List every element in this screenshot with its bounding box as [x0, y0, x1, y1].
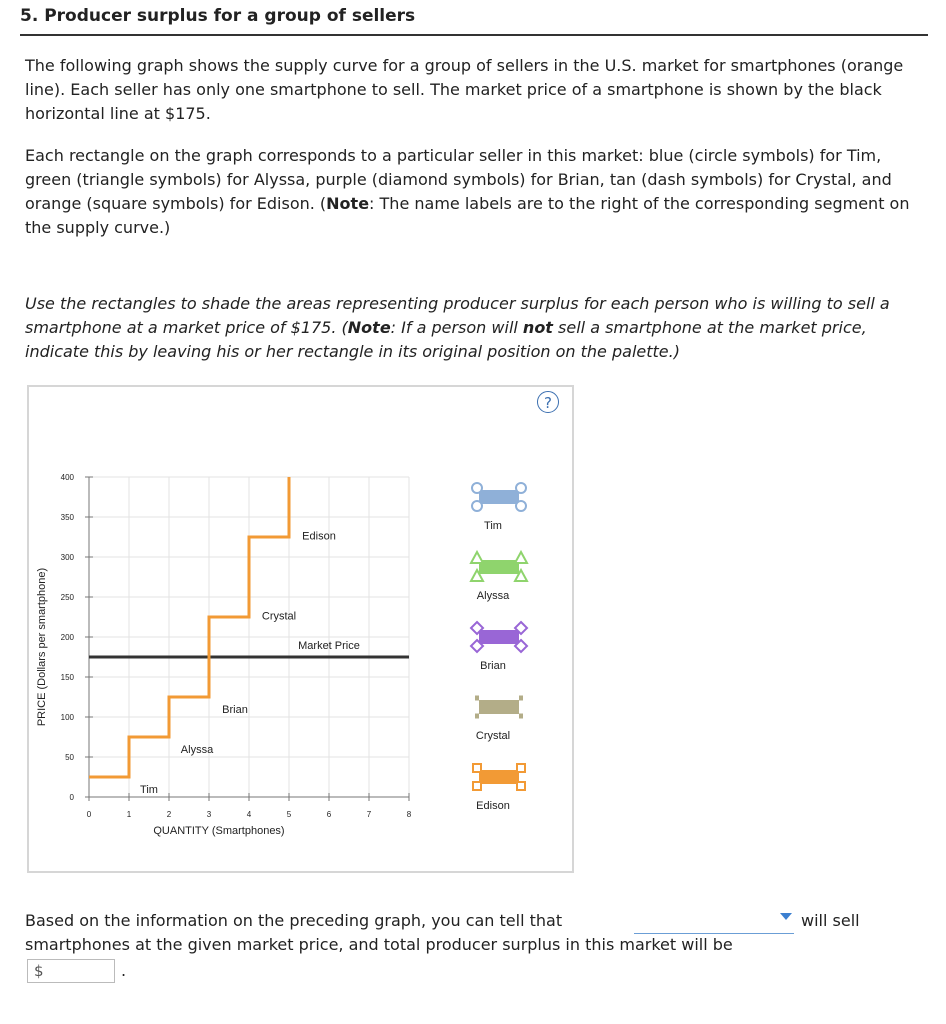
y-tick-label-1: 50 [65, 753, 74, 762]
x-tick-label-0: 0 [86, 810, 92, 819]
palette-label-alyssa: Alyssa [476, 590, 510, 602]
square-icon [517, 782, 525, 790]
y-axis-title: PRICE (Dollars per smartphone) [36, 567, 48, 727]
segment-label-brian: Brian [222, 704, 248, 716]
palette-rect-edison [479, 770, 519, 784]
circle-icon [472, 483, 482, 493]
y-tick-label-3: 150 [60, 673, 74, 682]
x-tick-label-2: 2 [166, 810, 172, 819]
palette-label-brian: Brian [480, 660, 506, 672]
circle-icon [516, 501, 526, 511]
x-tick-label-4: 4 [246, 810, 252, 819]
y-tick-label-4: 200 [60, 633, 74, 642]
triangle-icon [471, 552, 483, 563]
segment-label-market-price: Market Price [298, 640, 360, 652]
page-title: 5. Producer surplus for a group of sellers [20, 6, 416, 26]
supply-curve [89, 477, 289, 777]
p3-note: Note [347, 318, 391, 337]
y-tick-label-8: 400 [60, 473, 74, 482]
palette-label-edison: Edison [476, 800, 510, 812]
question-text-1: Based on the information on the preceding graph, you can tell that [25, 911, 563, 930]
y-tick-label-7: 350 [60, 513, 74, 522]
square-icon [517, 764, 525, 772]
palette-label-crystal: Crystal [475, 730, 511, 742]
segment-label-tim: Tim [140, 784, 158, 796]
x-tick-label-8: 8 [406, 810, 412, 819]
p2-text-a: Each rectangle on the graph corresponds to a particular seller in this market: blue (circle symbols) for Tim, green (triangle symbols) for Alyssa, purple (diamond symbols) for Brian, tan (dash symbols) for Crystal, and orange (square symbols) for Edison. ( [25, 146, 892, 213]
intro-paragraph-2 [25, 144, 925, 240]
currency-symbol: $ [34, 962, 44, 980]
question-text-3: smartphones at the given market price, and total producer surplus in this market will be [25, 935, 733, 954]
p2-note: Note [326, 194, 370, 213]
y-tick-label-6: 300 [60, 553, 74, 562]
palette-rect-tim [479, 490, 519, 504]
p3-text-b: : If a person will [390, 318, 523, 337]
palette-rect-brian [479, 630, 519, 644]
palette-item-crystal[interactable] [475, 698, 523, 716]
segment-label-edison: Edison [302, 530, 336, 543]
palette-label-tim: Tim [484, 520, 502, 532]
segment-label-alyssa: Alyssa [180, 744, 214, 756]
segment-label-crystal: Crystal [261, 610, 297, 623]
sellers-dropdown[interactable] [634, 911, 794, 934]
square-icon [473, 782, 481, 790]
surplus-input-box [27, 959, 115, 983]
intro-paragraph-1: The following graph shows the supply curve for a group of sellers in the U.S. market for smartphones (orange line). Each seller has only one smartphone to sell. The market price of a smartphone is shown by the black horizontal line at $175. [25, 56, 904, 123]
x-tick-label-1: 1 [126, 810, 132, 819]
question-text-2: will sell [801, 911, 860, 930]
triangle-icon [515, 552, 527, 563]
title-divider [20, 34, 928, 36]
y-tick-label-0: 0 [69, 793, 74, 802]
x-tick-label-7: 7 [366, 810, 372, 819]
x-tick-label-5: 5 [286, 810, 292, 819]
palette-rect-crystal [479, 700, 519, 714]
y-tick-label-5: 250 [60, 593, 74, 602]
palette-item-brian[interactable] [471, 622, 527, 652]
palette-item-tim[interactable] [472, 483, 526, 511]
instruction-paragraph [25, 292, 925, 364]
palette-item-alyssa[interactable] [471, 552, 527, 581]
surplus-input[interactable] [48, 961, 114, 983]
help-icon[interactable]: ? [537, 391, 559, 413]
chevron-down-icon [780, 913, 792, 920]
y-tick-label-2: 100 [60, 713, 74, 722]
x-tick-label-3: 3 [206, 810, 212, 819]
p3-text-c: sell a smartphone at the market price, indicate this by leaving his or her rectangle in its original position on the palette.) [25, 318, 867, 361]
graph-panel [27, 385, 574, 873]
x-tick-label-6: 6 [326, 810, 332, 819]
x-axis-title: QUANTITY (Smartphones) [153, 825, 285, 837]
palette-item-edison[interactable] [473, 764, 525, 790]
p3-text-a: Use the rectangles to shade the areas representing producer surplus for each person who is willing to sell a smartphone at a market price of $175. ( [25, 294, 890, 337]
p3-not: not [522, 318, 553, 337]
sentence-end: . [121, 961, 127, 980]
palette-rect-alyssa [479, 560, 519, 574]
circle-icon [516, 483, 526, 493]
p2-text-b: : The name labels are to the right of the corresponding segment on the supply curve.) [25, 194, 910, 237]
square-icon [473, 764, 481, 772]
circle-icon [472, 501, 482, 511]
supply-chart [29, 387, 572, 871]
